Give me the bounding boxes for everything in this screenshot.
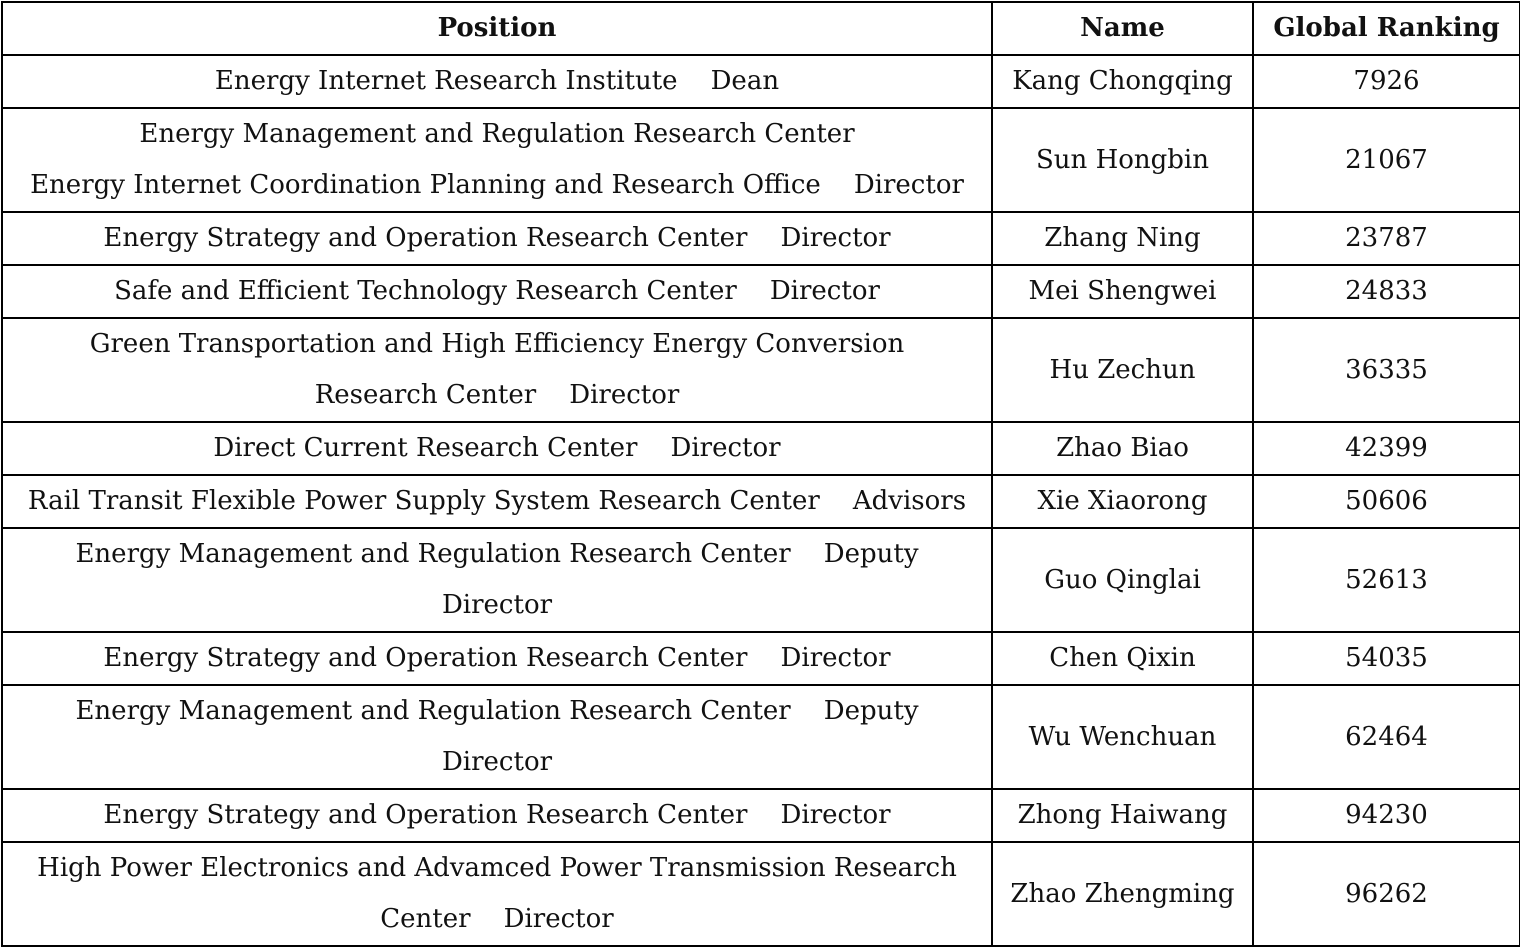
ranking-cell: 94230 <box>1253 789 1520 842</box>
position-cell: Rail Transit Flexible Power Supply System Research Center Advisors <box>2 475 992 528</box>
name-cell: Zhao Zhengming <box>992 842 1253 946</box>
ranking-cell: 36335 <box>1253 318 1520 422</box>
position-cell: Energy Strategy and Operation Research Center Director <box>2 212 992 265</box>
position-cell: Energy Management and Regulation Research Center Deputy Director <box>2 685 992 789</box>
column-header-position: Position <box>2 2 992 55</box>
name-cell: Hu Zechun <box>992 318 1253 422</box>
table-row <box>2 422 1520 475</box>
position-cell: Green Transportation and High Efficiency Energy Conversion Research Center Director <box>2 318 992 422</box>
name-cell: Zhang Ning <box>992 212 1253 265</box>
ranking-table <box>1 1 1520 947</box>
name-cell: Mei Shengwei <box>992 265 1253 318</box>
table-row <box>2 475 1520 528</box>
name-cell: Wu Wenchuan <box>992 685 1253 789</box>
position-cell: Energy Strategy and Operation Research Center Director <box>2 632 992 685</box>
table-row <box>2 265 1520 318</box>
ranking-cell: 50606 <box>1253 475 1520 528</box>
ranking-cell: 24833 <box>1253 265 1520 318</box>
position-cell: Energy Management and Regulation Research Center Energy Internet Coordination Planning and Research Office Director <box>2 108 992 212</box>
name-cell: Chen Qixin <box>992 632 1253 685</box>
position-cell: High Power Electronics and Advamced Power Transmission Research Center Director <box>2 842 992 946</box>
position-cell: Energy Management and Regulation Research Center Deputy Director <box>2 528 992 632</box>
table-row <box>2 789 1520 842</box>
table-row <box>2 528 1520 632</box>
ranking-cell: 96262 <box>1253 842 1520 946</box>
column-header-global-ranking: Global Ranking <box>1253 2 1520 55</box>
table-row <box>2 55 1520 108</box>
name-cell: Guo Qinglai <box>992 528 1253 632</box>
table-row <box>2 632 1520 685</box>
ranking-cell: 62464 <box>1253 685 1520 789</box>
name-cell: Sun Hongbin <box>992 108 1253 212</box>
name-cell: Zhao Biao <box>992 422 1253 475</box>
position-cell: Energy Strategy and Operation Research Center Director <box>2 789 992 842</box>
table-row <box>2 842 1520 946</box>
table-row <box>2 108 1520 212</box>
position-cell: Energy Internet Research Institute Dean <box>2 55 992 108</box>
ranking-cell: 7926 <box>1253 55 1520 108</box>
name-cell: Xie Xiaorong <box>992 475 1253 528</box>
position-cell: Safe and Efficient Technology Research Center Director <box>2 265 992 318</box>
ranking-cell: 54035 <box>1253 632 1520 685</box>
table-row <box>2 212 1520 265</box>
name-cell: Kang Chongqing <box>992 55 1253 108</box>
position-cell: Direct Current Research Center Director <box>2 422 992 475</box>
ranking-cell: 23787 <box>1253 212 1520 265</box>
name-cell: Zhong Haiwang <box>992 789 1253 842</box>
column-header-name: Name <box>992 2 1253 55</box>
ranking-cell: 52613 <box>1253 528 1520 632</box>
ranking-cell: 21067 <box>1253 108 1520 212</box>
table-row <box>2 318 1520 422</box>
table-row <box>2 685 1520 789</box>
ranking-cell: 42399 <box>1253 422 1520 475</box>
header-row <box>2 2 1520 55</box>
